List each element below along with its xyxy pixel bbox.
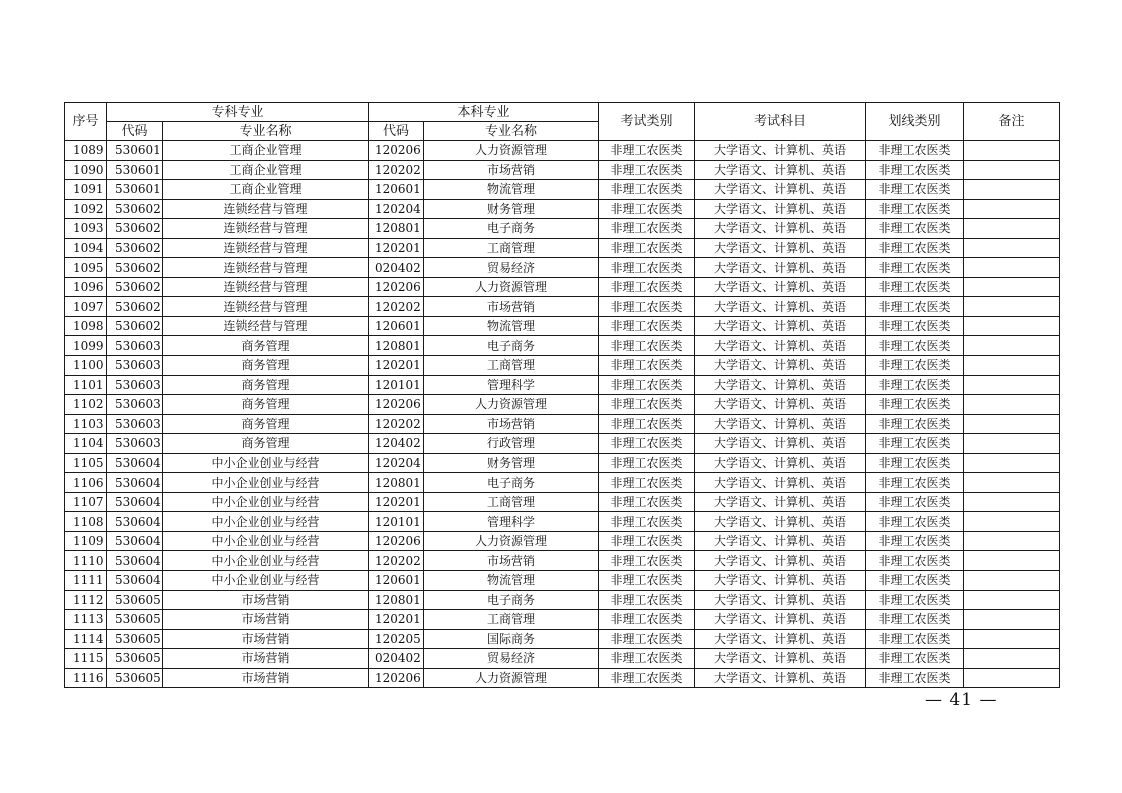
cell-remark	[964, 668, 1060, 688]
table-row	[65, 395, 1060, 415]
cell-zk-code: 530603	[107, 434, 163, 454]
cell-zk-name: 连锁经营与管理	[163, 277, 369, 297]
cell-zk-code: 530601	[107, 160, 163, 180]
cell-seq: 1099	[65, 336, 107, 356]
cell-zk-code: 530604	[107, 473, 163, 493]
header-seq: 序号	[65, 103, 107, 141]
cell-line-type: 非理工农医类	[866, 238, 964, 258]
cell-bk-name: 人力资源管理	[424, 531, 599, 551]
cell-exam-type: 非理工农医类	[599, 375, 695, 395]
table-row	[65, 571, 1060, 591]
cell-seq: 1095	[65, 258, 107, 278]
cell-bk-name: 工商管理	[424, 356, 599, 376]
cell-bk-code: 020402	[369, 258, 424, 278]
cell-exam-type: 非理工农医类	[599, 610, 695, 630]
cell-zk-name: 市场营销	[163, 668, 369, 688]
cell-seq: 1108	[65, 512, 107, 532]
cell-zk-name: 工商企业管理	[163, 160, 369, 180]
cell-bk-name: 市场营销	[424, 297, 599, 317]
cell-remark	[964, 590, 1060, 610]
cell-bk-code: 120201	[369, 492, 424, 512]
cell-exam-type: 非理工农医类	[599, 141, 695, 161]
cell-exam-subjects: 大学语文、计算机、英语	[695, 453, 866, 473]
cell-zk-code: 530604	[107, 571, 163, 591]
table-row	[65, 336, 1060, 356]
table-header	[65, 103, 1060, 141]
cell-line-type: 非理工农医类	[866, 141, 964, 161]
cell-line-type: 非理工农医类	[866, 316, 964, 336]
table-row	[65, 414, 1060, 434]
cell-bk-name: 国际商务	[424, 629, 599, 649]
cell-exam-type: 非理工农医类	[599, 453, 695, 473]
cell-exam-subjects: 大学语文、计算机、英语	[695, 277, 866, 297]
table-row	[65, 551, 1060, 571]
table-row	[65, 610, 1060, 630]
table-row	[65, 258, 1060, 278]
cell-remark	[964, 258, 1060, 278]
table-row	[65, 219, 1060, 239]
cell-line-type: 非理工农医类	[866, 375, 964, 395]
cell-seq: 1090	[65, 160, 107, 180]
header-zk-code: 代码	[107, 122, 163, 141]
cell-zk-code: 530602	[107, 258, 163, 278]
cell-bk-code: 120201	[369, 238, 424, 258]
cell-line-type: 非理工农医类	[866, 571, 964, 591]
header-benke: 本科专业	[369, 103, 599, 122]
cell-exam-type: 非理工农医类	[599, 277, 695, 297]
cell-line-type: 非理工农医类	[866, 258, 964, 278]
cell-remark	[964, 316, 1060, 336]
cell-bk-code: 120601	[369, 180, 424, 200]
cell-zk-name: 中小企业创业与经营	[163, 551, 369, 571]
cell-exam-type: 非理工农医类	[599, 473, 695, 493]
table-row	[65, 531, 1060, 551]
cell-zk-name: 市场营销	[163, 629, 369, 649]
cell-remark	[964, 199, 1060, 219]
cell-bk-code: 120101	[369, 375, 424, 395]
cell-zk-code: 530602	[107, 297, 163, 317]
cell-exam-subjects: 大学语文、计算机、英语	[695, 590, 866, 610]
cell-exam-type: 非理工农医类	[599, 414, 695, 434]
table-row	[65, 629, 1060, 649]
cell-zk-code: 530602	[107, 277, 163, 297]
major-table	[64, 102, 1060, 688]
cell-exam-subjects: 大学语文、计算机、英语	[695, 356, 866, 376]
cell-zk-code: 530603	[107, 356, 163, 376]
cell-bk-name: 贸易经济	[424, 258, 599, 278]
cell-remark	[964, 453, 1060, 473]
cell-bk-code: 120206	[369, 277, 424, 297]
page-number: — 41 —	[925, 690, 998, 710]
cell-exam-subjects: 大学语文、计算机、英语	[695, 180, 866, 200]
cell-bk-code: 120204	[369, 453, 424, 473]
cell-seq: 1097	[65, 297, 107, 317]
cell-bk-name: 电子商务	[424, 336, 599, 356]
cell-line-type: 非理工农医类	[866, 649, 964, 669]
cell-line-type: 非理工农医类	[866, 297, 964, 317]
cell-exam-type: 非理工农医类	[599, 531, 695, 551]
cell-zk-name: 市场营销	[163, 649, 369, 669]
cell-zk-name: 连锁经营与管理	[163, 199, 369, 219]
cell-bk-code: 120601	[369, 571, 424, 591]
cell-exam-type: 非理工农医类	[599, 590, 695, 610]
cell-zk-code: 530604	[107, 453, 163, 473]
cell-exam-type: 非理工农医类	[599, 316, 695, 336]
cell-remark	[964, 297, 1060, 317]
cell-line-type: 非理工农医类	[866, 590, 964, 610]
cell-exam-type: 非理工农医类	[599, 160, 695, 180]
cell-bk-code: 120201	[369, 610, 424, 630]
cell-seq: 1102	[65, 395, 107, 415]
cell-bk-code: 120202	[369, 551, 424, 571]
table-row	[65, 297, 1060, 317]
cell-bk-name: 市场营销	[424, 551, 599, 571]
header-zk-name: 专业名称	[163, 122, 369, 141]
table-row	[65, 473, 1060, 493]
header-line-type: 划线类别	[866, 103, 964, 141]
cell-exam-subjects: 大学语文、计算机、英语	[695, 649, 866, 669]
cell-bk-code: 120204	[369, 199, 424, 219]
cell-exam-type: 非理工农医类	[599, 512, 695, 532]
table-body	[65, 141, 1060, 688]
cell-zk-name: 连锁经营与管理	[163, 316, 369, 336]
cell-zk-name: 中小企业创业与经营	[163, 571, 369, 591]
cell-bk-name: 人力资源管理	[424, 277, 599, 297]
cell-zk-code: 530602	[107, 219, 163, 239]
cell-bk-code: 120205	[369, 629, 424, 649]
cell-exam-subjects: 大学语文、计算机、英语	[695, 629, 866, 649]
cell-exam-type: 非理工农医类	[599, 356, 695, 376]
cell-remark	[964, 551, 1060, 571]
cell-exam-subjects: 大学语文、计算机、英语	[695, 512, 866, 532]
cell-exam-type: 非理工农医类	[599, 668, 695, 688]
cell-zk-code: 530605	[107, 668, 163, 688]
cell-zk-code: 530604	[107, 551, 163, 571]
cell-seq: 1093	[65, 219, 107, 239]
cell-exam-subjects: 大学语文、计算机、英语	[695, 160, 866, 180]
cell-exam-subjects: 大学语文、计算机、英语	[695, 571, 866, 591]
header-exam-type: 考试类别	[599, 103, 695, 141]
cell-exam-type: 非理工农医类	[599, 492, 695, 512]
table-row	[65, 590, 1060, 610]
cell-exam-subjects: 大学语文、计算机、英语	[695, 297, 866, 317]
cell-seq: 1104	[65, 434, 107, 454]
cell-seq: 1089	[65, 141, 107, 161]
cell-bk-name: 工商管理	[424, 238, 599, 258]
cell-bk-code: 120202	[369, 297, 424, 317]
cell-seq: 1101	[65, 375, 107, 395]
table-row	[65, 492, 1060, 512]
cell-bk-code: 120206	[369, 668, 424, 688]
cell-remark	[964, 512, 1060, 532]
cell-remark	[964, 238, 1060, 258]
cell-remark	[964, 180, 1060, 200]
cell-line-type: 非理工农医类	[866, 512, 964, 532]
cell-zk-name: 工商企业管理	[163, 180, 369, 200]
table-row	[65, 434, 1060, 454]
cell-exam-subjects: 大学语文、计算机、英语	[695, 375, 866, 395]
cell-bk-name: 市场营销	[424, 414, 599, 434]
cell-bk-code: 120202	[369, 414, 424, 434]
cell-exam-type: 非理工农医类	[599, 551, 695, 571]
cell-seq: 1113	[65, 610, 107, 630]
cell-zk-name: 连锁经营与管理	[163, 258, 369, 278]
table-row	[65, 141, 1060, 161]
cell-bk-name: 管理科学	[424, 375, 599, 395]
cell-exam-subjects: 大学语文、计算机、英语	[695, 219, 866, 239]
cell-zk-code: 530602	[107, 316, 163, 336]
cell-line-type: 非理工农医类	[866, 336, 964, 356]
cell-exam-type: 非理工农医类	[599, 199, 695, 219]
cell-zk-code: 530603	[107, 375, 163, 395]
cell-remark	[964, 629, 1060, 649]
cell-exam-type: 非理工农医类	[599, 297, 695, 317]
cell-line-type: 非理工农医类	[866, 629, 964, 649]
cell-bk-code: 120601	[369, 316, 424, 336]
cell-bk-code: 120206	[369, 531, 424, 551]
cell-bk-name: 财务管理	[424, 453, 599, 473]
cell-seq: 1096	[65, 277, 107, 297]
cell-zk-name: 中小企业创业与经营	[163, 473, 369, 493]
cell-bk-name: 贸易经济	[424, 649, 599, 669]
cell-bk-name: 行政管理	[424, 434, 599, 454]
cell-zk-name: 商务管理	[163, 336, 369, 356]
cell-exam-subjects: 大学语文、计算机、英语	[695, 238, 866, 258]
cell-exam-subjects: 大学语文、计算机、英语	[695, 531, 866, 551]
cell-line-type: 非理工农医类	[866, 356, 964, 376]
cell-bk-name: 电子商务	[424, 590, 599, 610]
cell-zk-name: 连锁经营与管理	[163, 219, 369, 239]
cell-exam-subjects: 大学语文、计算机、英语	[695, 336, 866, 356]
cell-exam-subjects: 大学语文、计算机、英语	[695, 258, 866, 278]
cell-seq: 1109	[65, 531, 107, 551]
cell-seq: 1094	[65, 238, 107, 258]
cell-exam-type: 非理工农医类	[599, 649, 695, 669]
cell-zk-name: 市场营销	[163, 610, 369, 630]
cell-seq: 1112	[65, 590, 107, 610]
cell-line-type: 非理工农医类	[866, 551, 964, 571]
cell-exam-subjects: 大学语文、计算机、英语	[695, 610, 866, 630]
cell-line-type: 非理工农医类	[866, 434, 964, 454]
cell-bk-code: 120801	[369, 590, 424, 610]
cell-bk-name: 物流管理	[424, 180, 599, 200]
cell-bk-name: 管理科学	[424, 512, 599, 532]
cell-zk-code: 530601	[107, 141, 163, 161]
cell-zk-name: 工商企业管理	[163, 141, 369, 161]
cell-zk-code: 530604	[107, 512, 163, 532]
cell-zk-name: 连锁经营与管理	[163, 297, 369, 317]
cell-exam-type: 非理工农医类	[599, 180, 695, 200]
cell-exam-subjects: 大学语文、计算机、英语	[695, 473, 866, 493]
cell-seq: 1091	[65, 180, 107, 200]
cell-bk-code: 120801	[369, 219, 424, 239]
cell-remark	[964, 277, 1060, 297]
cell-exam-type: 非理工农医类	[599, 434, 695, 454]
cell-seq: 1107	[65, 492, 107, 512]
cell-zk-name: 商务管理	[163, 375, 369, 395]
cell-bk-code: 020402	[369, 649, 424, 669]
cell-bk-name: 市场营销	[424, 160, 599, 180]
cell-seq: 1092	[65, 199, 107, 219]
table-row	[65, 160, 1060, 180]
table-row	[65, 668, 1060, 688]
cell-zk-name: 中小企业创业与经营	[163, 531, 369, 551]
table-row	[65, 375, 1060, 395]
cell-zk-code: 530603	[107, 336, 163, 356]
cell-line-type: 非理工农医类	[866, 199, 964, 219]
cell-remark	[964, 395, 1060, 415]
cell-line-type: 非理工农医类	[866, 453, 964, 473]
cell-exam-type: 非理工农医类	[599, 238, 695, 258]
table-row	[65, 356, 1060, 376]
cell-exam-type: 非理工农医类	[599, 336, 695, 356]
cell-remark	[964, 610, 1060, 630]
cell-line-type: 非理工农医类	[866, 668, 964, 688]
cell-bk-code: 120801	[369, 473, 424, 493]
cell-bk-name: 财务管理	[424, 199, 599, 219]
cell-zk-name: 中小企业创业与经营	[163, 492, 369, 512]
cell-remark	[964, 492, 1060, 512]
cell-remark	[964, 336, 1060, 356]
cell-line-type: 非理工农医类	[866, 219, 964, 239]
cell-exam-subjects: 大学语文、计算机、英语	[695, 414, 866, 434]
cell-zk-name: 商务管理	[163, 414, 369, 434]
cell-line-type: 非理工农医类	[866, 160, 964, 180]
cell-remark	[964, 219, 1060, 239]
header-bk-name: 专业名称	[424, 122, 599, 141]
cell-zk-name: 商务管理	[163, 434, 369, 454]
cell-zk-code: 530605	[107, 590, 163, 610]
cell-line-type: 非理工农医类	[866, 531, 964, 551]
cell-exam-subjects: 大学语文、计算机、英语	[695, 395, 866, 415]
cell-bk-name: 工商管理	[424, 610, 599, 630]
cell-bk-code: 120202	[369, 160, 424, 180]
header-exam-subjects: 考试科目	[695, 103, 866, 141]
table-row	[65, 453, 1060, 473]
cell-bk-code: 120402	[369, 434, 424, 454]
cell-zk-name: 商务管理	[163, 395, 369, 415]
cell-remark	[964, 571, 1060, 591]
cell-bk-code: 120206	[369, 395, 424, 415]
cell-remark	[964, 531, 1060, 551]
cell-seq: 1110	[65, 551, 107, 571]
cell-exam-type: 非理工农医类	[599, 258, 695, 278]
cell-zk-name: 中小企业创业与经营	[163, 453, 369, 473]
cell-seq: 1105	[65, 453, 107, 473]
cell-exam-type: 非理工农医类	[599, 571, 695, 591]
cell-zk-code: 530605	[107, 649, 163, 669]
cell-exam-subjects: 大学语文、计算机、英语	[695, 434, 866, 454]
cell-bk-name: 电子商务	[424, 219, 599, 239]
cell-zk-code: 530605	[107, 629, 163, 649]
cell-remark	[964, 473, 1060, 493]
cell-exam-subjects: 大学语文、计算机、英语	[695, 199, 866, 219]
cell-bk-code: 120201	[369, 356, 424, 376]
cell-zk-code: 530603	[107, 395, 163, 415]
cell-zk-code: 530602	[107, 238, 163, 258]
cell-seq: 1111	[65, 571, 107, 591]
cell-bk-name: 人力资源管理	[424, 141, 599, 161]
cell-zk-code: 530604	[107, 492, 163, 512]
cell-zk-code: 530603	[107, 414, 163, 434]
cell-line-type: 非理工农医类	[866, 473, 964, 493]
cell-zk-name: 连锁经营与管理	[163, 238, 369, 258]
cell-zk-name: 市场营销	[163, 590, 369, 610]
cell-exam-type: 非理工农医类	[599, 219, 695, 239]
cell-seq: 1098	[65, 316, 107, 336]
cell-exam-subjects: 大学语文、计算机、英语	[695, 551, 866, 571]
cell-exam-type: 非理工农医类	[599, 395, 695, 415]
cell-zk-name: 中小企业创业与经营	[163, 512, 369, 532]
table-row	[65, 316, 1060, 336]
cell-remark	[964, 434, 1060, 454]
table-row	[65, 199, 1060, 219]
cell-line-type: 非理工农医类	[866, 492, 964, 512]
table-row	[65, 649, 1060, 669]
cell-bk-name: 人力资源管理	[424, 395, 599, 415]
cell-remark	[964, 649, 1060, 669]
cell-zk-code: 530605	[107, 610, 163, 630]
table-row	[65, 180, 1060, 200]
cell-bk-code: 120801	[369, 336, 424, 356]
cell-exam-subjects: 大学语文、计算机、英语	[695, 141, 866, 161]
cell-exam-type: 非理工农医类	[599, 629, 695, 649]
cell-line-type: 非理工农医类	[866, 414, 964, 434]
table-row	[65, 238, 1060, 258]
cell-bk-name: 人力资源管理	[424, 668, 599, 688]
cell-remark	[964, 414, 1060, 434]
cell-line-type: 非理工农医类	[866, 277, 964, 297]
cell-remark	[964, 160, 1060, 180]
header-remarks: 备注	[964, 103, 1060, 141]
cell-line-type: 非理工农医类	[866, 395, 964, 415]
cell-remark	[964, 356, 1060, 376]
cell-line-type: 非理工农医类	[866, 180, 964, 200]
cell-seq: 1100	[65, 356, 107, 376]
cell-line-type: 非理工农医类	[866, 610, 964, 630]
cell-zk-code: 530601	[107, 180, 163, 200]
cell-exam-subjects: 大学语文、计算机、英语	[695, 316, 866, 336]
cell-zk-code: 530604	[107, 531, 163, 551]
cell-bk-code: 120101	[369, 512, 424, 532]
cell-bk-name: 电子商务	[424, 473, 599, 493]
cell-remark	[964, 375, 1060, 395]
cell-zk-code: 530602	[107, 199, 163, 219]
cell-seq: 1106	[65, 473, 107, 493]
cell-seq: 1115	[65, 649, 107, 669]
cell-bk-code: 120206	[369, 141, 424, 161]
cell-bk-name: 物流管理	[424, 316, 599, 336]
cell-exam-subjects: 大学语文、计算机、英语	[695, 668, 866, 688]
cell-seq: 1114	[65, 629, 107, 649]
cell-bk-name: 物流管理	[424, 571, 599, 591]
cell-remark	[964, 141, 1060, 161]
header-bk-code: 代码	[369, 122, 424, 141]
cell-seq: 1116	[65, 668, 107, 688]
cell-exam-subjects: 大学语文、计算机、英语	[695, 492, 866, 512]
cell-zk-name: 商务管理	[163, 356, 369, 376]
header-zhuanke: 专科专业	[107, 103, 369, 122]
table-row	[65, 512, 1060, 532]
cell-bk-name: 工商管理	[424, 492, 599, 512]
table-row	[65, 277, 1060, 297]
cell-seq: 1103	[65, 414, 107, 434]
